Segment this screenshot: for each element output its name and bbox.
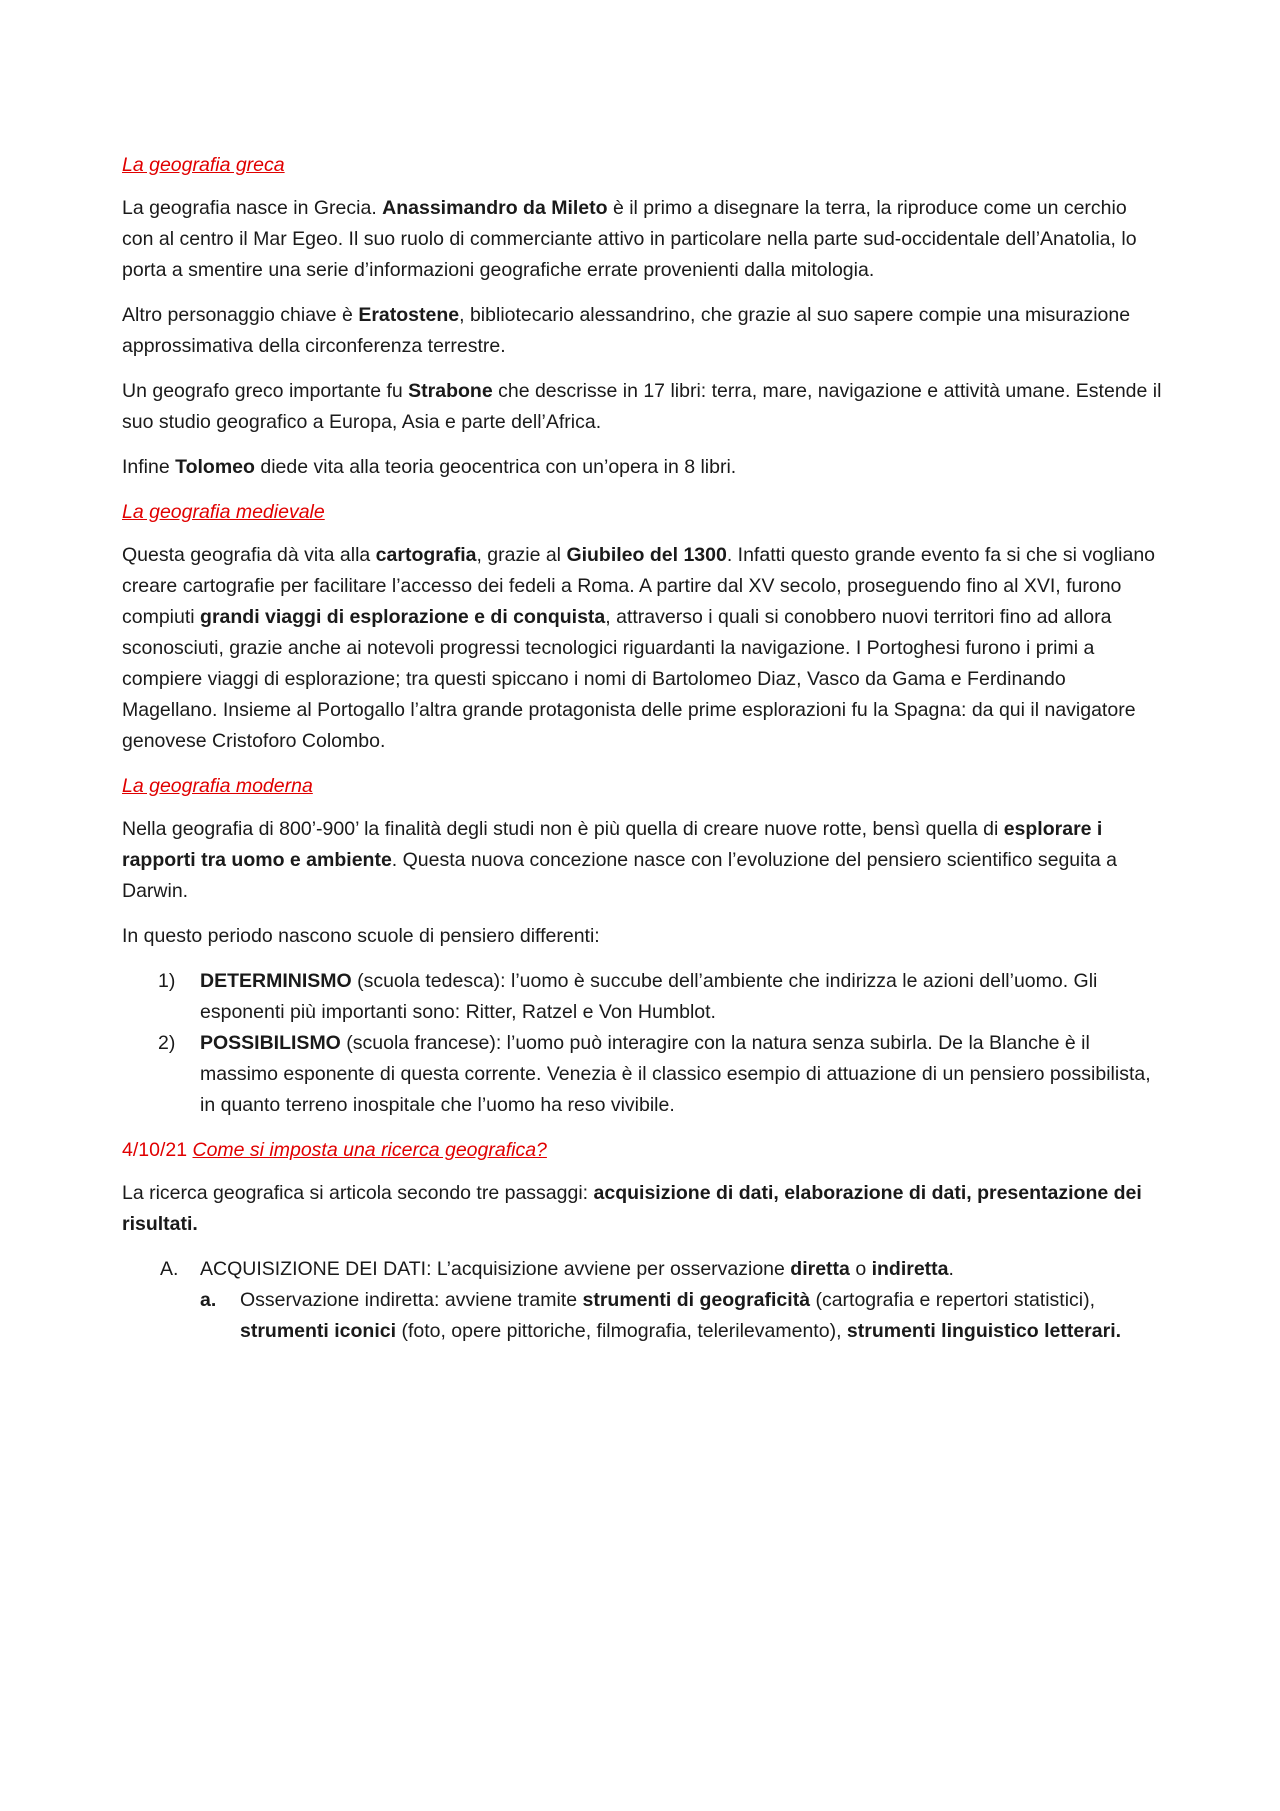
- text-run: (cartografia e repertori statistici),: [810, 1289, 1096, 1311]
- bold-run: Eratostene: [358, 304, 460, 326]
- bold-run: Anassimandro da Mileto: [382, 197, 608, 219]
- list-number: 2): [158, 1032, 176, 1054]
- text-run: (scuola tedesca): l’uomo è succube dell’ambiente che indirizza le azioni dell’uomo. Gli esponenti più importanti sono: Ritter, Ratzel e Von Humblot.: [200, 970, 1098, 1023]
- bold-run: strumenti iconici: [240, 1320, 397, 1342]
- paragraph-scuole: In questo periodo nascono scuole di pensiero differenti:: [122, 925, 600, 947]
- paragraph-tolomeo: [122, 452, 1162, 483]
- document-body: [122, 150, 1162, 1347]
- date-label: 4/10/21: [122, 1139, 193, 1161]
- section-heading-medievale: La geografia medievale: [122, 501, 325, 523]
- text-run: .: [948, 1258, 954, 1280]
- bold-run: strumenti di geograficità: [582, 1289, 811, 1311]
- bold-run: Strabone: [408, 380, 493, 402]
- text-run: La ricerca geografica si articola secondo tre passaggi:: [122, 1182, 594, 1204]
- list-item-determinismo: [122, 966, 1162, 1028]
- text-run: ACQUISIZIONE DEI DATI: L’acquisizione avviene per osservazione: [200, 1258, 791, 1280]
- list-item-osservazione-indiretta: [200, 1285, 1162, 1347]
- bold-run: indiretta: [871, 1258, 949, 1280]
- text-run: (foto, opere pittoriche, filmografia, telerilevamento),: [396, 1320, 847, 1342]
- bold-run: acquisizione di dati, elaborazione di dati, presentazione dei risultati.: [122, 1182, 1142, 1235]
- bold-run: Tolomeo: [175, 456, 255, 478]
- bold-run: DETERMINISMO: [200, 970, 352, 992]
- paragraph-anassimandro: [122, 193, 1162, 286]
- text-run: che descrisse in 17 libri: terra, mare, navigazione e attività umane. Estende il suo studio geografico a Europa, Asia e parte dell’Africa.: [122, 380, 1162, 433]
- text-run: , attraverso i quali si conobbero nuovi territori fino ad allora sconosciuti, grazie anche ai notevoli progressi tecnologici riguardanti la navigazione. I Portoghesi furono i primi a compiere viaggi di esplorazione; tra questi spiccano i nomi di Bartolomeo Diaz, Vasco da Gama e Ferdinando Magellano. Insieme al Portogallo l’altra grande protagonista delle prime esplorazioni fu la Spagna: da qui il navigatore genovese Cristoforo Colombo.: [122, 606, 1136, 752]
- paragraph-cartografia: [122, 540, 1162, 757]
- text-run: . Infatti questo grande evento fa si che si vogliano creare cartografie per facilitare l’accesso dei fedeli a Roma. A partire dal XV secolo, proseguendo fino al XVI, furono compiuti: [122, 544, 1156, 628]
- text-run: (scuola francese): l’uomo può interagire con la natura senza subirla. De la Blanche è il massimo esponente di questa corrente. Venezia è il classico esempio di attuazione di un pensiero possibilista, in quanto terreno inospitale che l’uomo ha reso vivibile.: [200, 1032, 1151, 1116]
- sub-list: [200, 1285, 1162, 1347]
- bold-run: cartografia: [375, 544, 477, 566]
- text-run: , bibliotecario alessandrino, che grazie al suo sapere compie una misurazione approssimativa della circonferenza terrestre.: [122, 304, 1131, 357]
- bold-run: strumenti linguistico letterari.: [846, 1320, 1122, 1342]
- ricerca-title: Come si imposta una ricerca geografica?: [192, 1139, 547, 1161]
- text-run: Altro personaggio chiave è: [122, 304, 359, 326]
- text-run: o: [849, 1258, 872, 1280]
- paragraph-strabone: [122, 376, 1162, 438]
- bold-run: Giubileo del 1300: [566, 544, 727, 566]
- bold-run: POSSIBILISMO: [200, 1032, 341, 1054]
- text-run: . Questa nuova concezione nasce con l’evoluzione del pensiero scientifico seguita a Darwin.: [122, 849, 1118, 902]
- list-item-acquisizione: [122, 1254, 1162, 1347]
- section-heading-greca: La geografia greca: [122, 154, 285, 176]
- paragraph-eratostene: [122, 300, 1162, 362]
- paragraph-passaggi: [122, 1178, 1162, 1240]
- text-run: , grazie al: [476, 544, 567, 566]
- list-number: 1): [158, 970, 176, 992]
- text-run: Un geografo greco importante fu: [122, 380, 409, 402]
- bold-run: diretta: [790, 1258, 850, 1280]
- text-run: Nella geografia di 800’-900’ la finalità degli studi non è più quella di creare nuove rotte, bensì quella di: [122, 818, 1004, 840]
- text-run: diede vita alla teoria geocentrica con un’opera in 8 libri.: [254, 456, 737, 478]
- list-letter: a.: [200, 1289, 217, 1311]
- paragraph-uomo-ambiente: [122, 814, 1162, 907]
- list-letter: A.: [160, 1258, 179, 1280]
- numbered-list-scuole: [122, 966, 1162, 1121]
- lettered-list: [122, 1254, 1162, 1347]
- text-run: La geografia nasce in Grecia.: [122, 197, 383, 219]
- list-item-possibilismo: [122, 1028, 1162, 1121]
- bold-run: grandi viaggi di esplorazione e di conquista: [200, 606, 606, 628]
- section-heading-moderna: La geografia moderna: [122, 775, 313, 797]
- text-run: Osservazione indiretta: avviene tramite: [240, 1289, 583, 1311]
- section-heading-ricerca: [122, 1135, 1162, 1166]
- text-run: Infine: [122, 456, 176, 478]
- bold-run: esplorare i rapporti tra uomo e ambiente: [122, 818, 1103, 871]
- text-run: Questa geografia dà vita alla: [122, 544, 376, 566]
- text-run: è il primo a disegnare la terra, la riproduce come un cerchio con al centro il Mar Egeo. Il suo ruolo di commerciante attivo in particolare nella parte sud-occidentale dell’Anatolia, lo porta a smentire una serie d’informazioni geografiche errate provenienti dalla mitologia.: [122, 197, 1137, 281]
